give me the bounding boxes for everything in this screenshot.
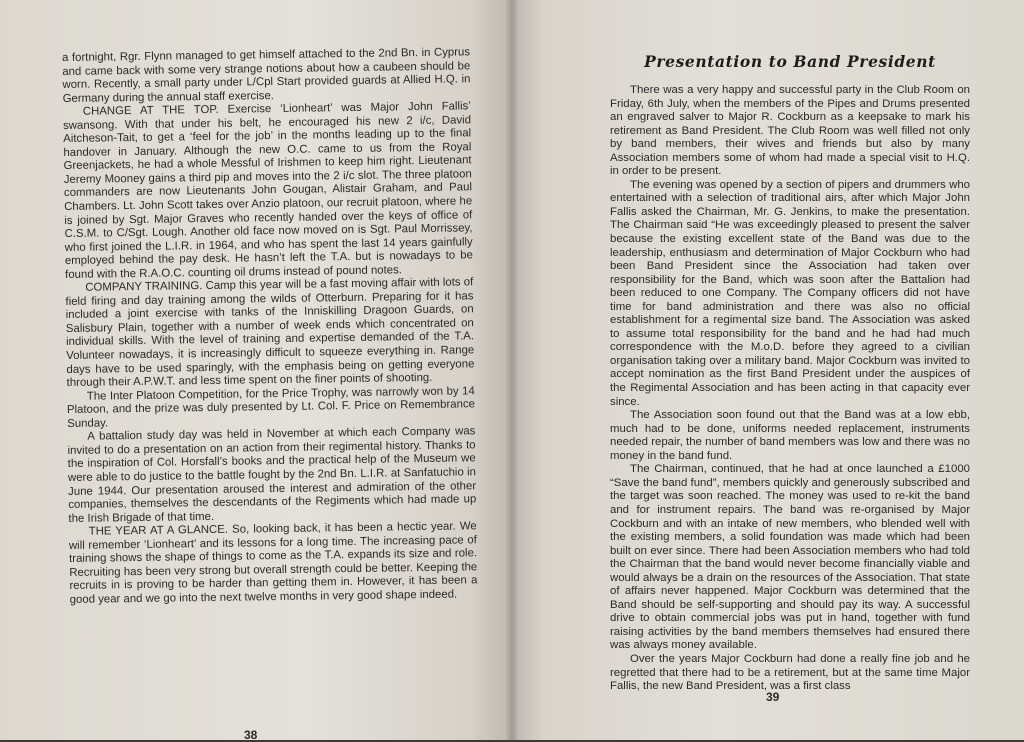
right-page-text bbox=[610, 84, 970, 694]
left-paragraph-6: THE YEAR AT A GLANCE. So, looking back, it has been a hectic year. We will remember ‘Lionheart’ and its lessons for a long time. The increasing pace of training shows the shape of things to come as the T.A. expands its size and role. Recruiting has been very strong but overall strength could be better. Keeping the recruits in is proving to be harder than getting them in. However, it has been a good year and we go into the next twelve months in very good shape indeed. bbox=[68, 520, 478, 606]
left-paragraph-4: The Inter Platoon Competition, for the Price Trophy, was narrowly won by 14 Platoon, and the prize was duly presented by Lt. Col. F. Price on Remembrance Sunday. bbox=[66, 384, 476, 430]
left-paragraph-3: COMPANY TRAINING. Camp this year will be a fast moving affair with lots of field firing and day training among the wilds of Otterburn. Preparing for it has included a joint exercise with tanks of the Inniskilling Dragoon Guards, on Salisbury Plain, together with a number of week ends which concentrated on individual skills. With the level of training and expertise demanded of the T.A. Volunteer nowadays, it is increasingly difficult to squeeze everything in. Range days have to be used sparingly, with the emphasis being on getting everyone through their A.P.W.T. and less time spent on the finer points of shooting. bbox=[65, 276, 475, 390]
right-paragraph-4: The Chairman, continued, that he had at once launched a £1000 “Save the band fund”, members quickly and generously subscribed and the target was soon reached. The money was used to re-kit the band and for instrument repairs. The band was re-organised by Major Cockburn and with an intake of new members, who blended well with the existing members, a solid foundation was made which had been built on ever since. There had been Association members who had told the Chairman that the band would never become financially viable and would always be a drain on the resources of the Association. That state of affairs never happened. Major Cockburn was determined that the Band should be self-supporting and should pay its way. A successful drive to obtain commercial jobs was put in hand, together with fund raising activities by the band members themselves had ensured there was always money available. bbox=[610, 463, 970, 652]
left-paragraph-1: a fortnight, Rgr. Flynn managed to get himself attached to the 2nd Bn. in Cyprus and came back with some very strange notions about how a caubeen should be worn. Recently, a small party under L/Cpl Start provided guards at Allied H.Q. in Germany during the annual staff exercise. bbox=[62, 46, 471, 105]
left-page bbox=[0, 0, 510, 740]
book-gutter bbox=[506, 0, 518, 740]
right-paragraph-5: Over the years Major Cockburn had done a really fine job and he regretted that there had to be a retirement, but at the same time Major Fallis, the new Band President, was a first class bbox=[610, 652, 970, 693]
left-page-number: 38 bbox=[244, 728, 258, 742]
right-paragraph-3: The Association soon found out that the Band was at a low ebb, much had to be done, uniforms needed replacement, instruments needed repair, the number of band members was low and there was no money in the band fund. bbox=[610, 409, 970, 462]
article-title: Presentation to Band President bbox=[644, 52, 936, 71]
right-page-number: 39 bbox=[766, 690, 780, 704]
left-paragraph-2: CHANGE AT THE TOP. Exercise ‘Lionheart’ was Major John Fallis’ swansong. With that under his belt, he encouraged his new 2 i/c, David Aitcheson-Tait, to get a ‘feel for the job’ in the months leading up to the final handover in January. Although the new O.C. came to us from the Royal Greenjackets, he had a whole Messful of Irishmen to keep him right. Lieutenant Jeremy Mooney gains a third pip and moves into the 2 i/c slot. The three platoon commanders are now Lieutenants John Gougan, Alistair Graham, and Paul Chambers. Lt. John Scott takes over Anzio platoon, our recruit platoon, where he is joined by Sgt. Major Graves who recently handed over the keys of office of C.S.M. to C/Sgt. Lough. Another old face now moved on is Sgt. Paul Morrissey, who first joined the L.I.R. in 1964, and who has spent the last 14 years gainfully employed behind the pay desk. He hasn’t left the T.A. but is nowadays to be found with the R.A.O.C. counting oil drums instead of pound notes. bbox=[62, 100, 473, 281]
right-page bbox=[514, 0, 1024, 740]
left-page-text bbox=[62, 46, 478, 607]
right-paragraph-2: The evening was opened by a section of pipers and drummers who entertained with a selection of traditional airs, after which Major John Fallis asked the Chairman, Mr. G. Jenkins, to make the presentation. The Chairman said “He was exceedingly pleased to present the salver because the existing excellent state of the Band was due to the leadership, enthusiasm and determination of Major Cockburn who had been Band President since the Association had taken over responsibility for the Band, which was soon after the Battalion had been reduced to one Company. The Company officers did not have time for band administration and there was also no official establishment for a regimental size band. The Association was asked to assume total responsibility for the band and he had had much correspondence with the M.o.D. before they agreed to a civilian organisation taking over a military band. Major Cockburn was invited to accept nomination as the first Band President under the auspices of the Regimental Association and has been acting in that capacity ever since. bbox=[610, 178, 970, 408]
right-paragraph-1: There was a very happy and successful party in the Club Room on Friday, 6th July, when the members of the Pipes and Drums presented an engraved salver to Major R. Cockburn as a keepsake to mark his retirement as Band President. The Club Room was well filled not only by band members, their wives and friends but also by many Association members some of whom had made a special visit to H.Q. in order to be present. bbox=[610, 84, 970, 178]
left-paragraph-5: A battalion study day was held in November at which each Company was invited to do a presentation on an action from their regimental history. Thanks to the inspiration of Col. Horsfall’s books and the practical help of the Museum we were able to do justice to the battle fought by the 2nd Bn. L.I.R. at Sanfatuchio in June 1944. Our presentation aroused the interest and admiration of the other companies, themselves the descendants of the Regiments which had made up the Irish Brigade of that time. bbox=[67, 425, 477, 525]
